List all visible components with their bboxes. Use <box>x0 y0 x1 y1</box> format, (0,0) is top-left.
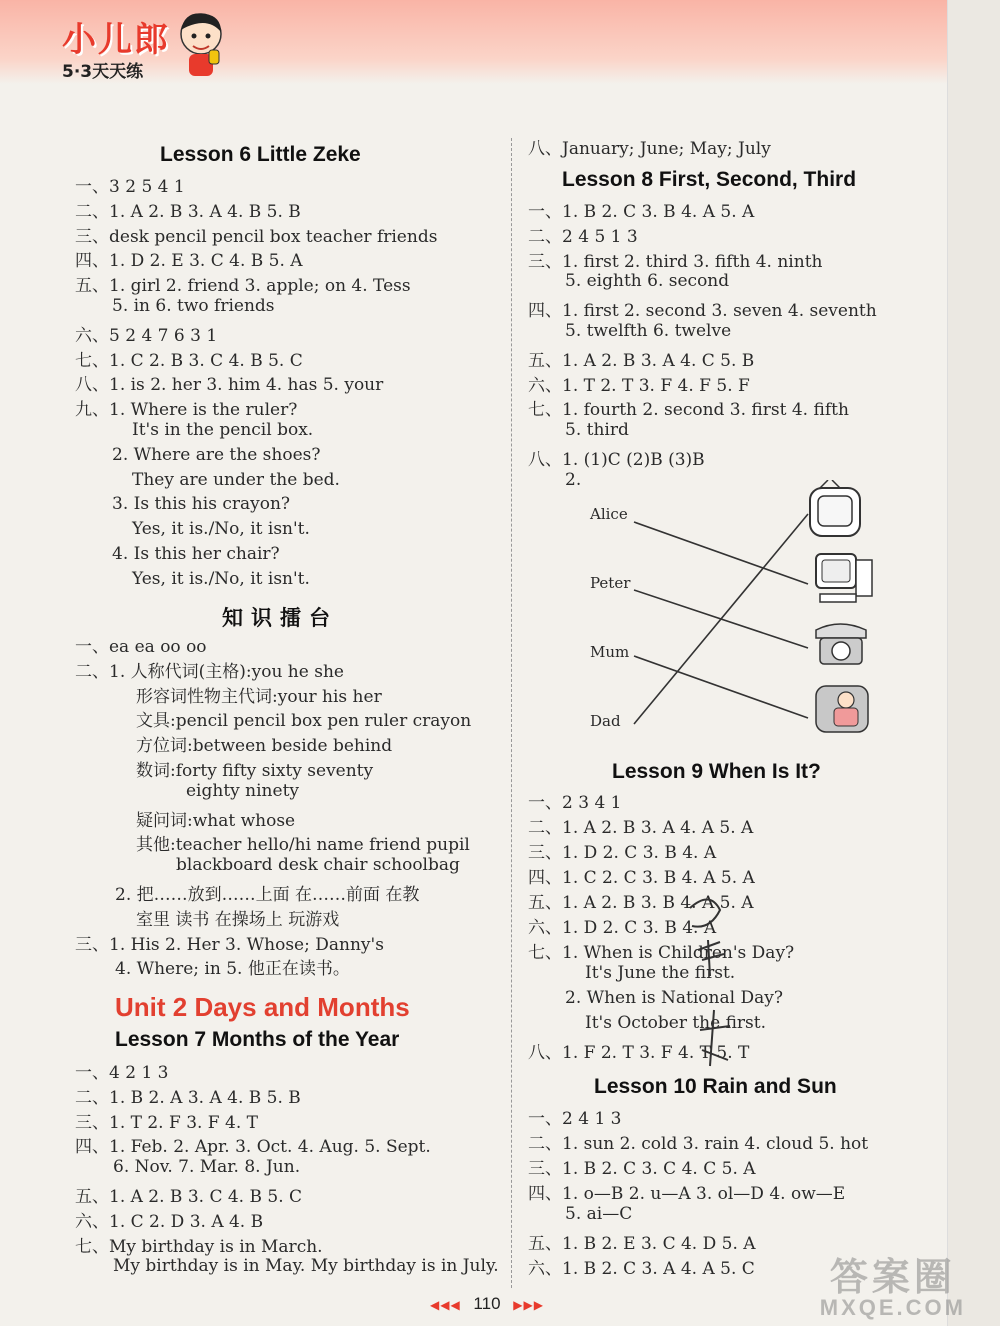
l9-line: 五、1. A 2. B 3. B 4. A 5. A <box>528 893 754 913</box>
l6-line: Yes, it is./No, it isn't. <box>132 519 310 540</box>
l7-line: 五、1. A 2. B 3. C 4. B 5. C <box>75 1187 303 1207</box>
watermark-title: 答案圈 <box>829 1255 956 1299</box>
l10-line: 三、1. B 2. C 3. C 4. C 5. A <box>528 1159 756 1179</box>
l6-line: 四、1. D 2. E 3. C 4. B 5. A <box>75 251 303 272</box>
l9-line: It's June the first. <box>585 963 736 983</box>
kn-line: 室里 读书 在操场上 玩游戏 <box>136 909 340 930</box>
page-edge <box>947 0 1000 1326</box>
l7-line: 六、1. C 2. D 3. A 4. B <box>75 1211 264 1232</box>
lesson7-title: Lesson 7 Months of the Year <box>115 1028 400 1051</box>
page-footer <box>430 1294 544 1314</box>
handwriting-scribble <box>680 890 760 1090</box>
l6-line: 九、1. Where is the ruler? <box>75 400 298 421</box>
l9-line: 七、1. When is Children's Day? <box>528 943 795 963</box>
l6-line: It's in the pencil box. <box>132 420 314 440</box>
l8-line: 5. twelfth 6. twelve <box>565 321 732 341</box>
l6-line: 二、1. A 2. B 3. A 4. B 5. B <box>75 201 301 222</box>
kn-line: 其他:teacher hello/hi name friend pupil <box>136 835 470 856</box>
unit2-title: Unit 2 Days and Months <box>115 992 410 1022</box>
l8-line: 三、1. first 2. third 3. fifth 4. ninth <box>528 251 823 272</box>
l8-line: 5. third <box>565 420 629 441</box>
l9-line: 四、1. C 2. C 3. B 4. A 5. A <box>528 868 755 888</box>
l6-line: 4. Is this her chair? <box>112 544 280 564</box>
watermark <box>820 1246 966 1321</box>
column-divider <box>511 138 512 1288</box>
l9-line: 三、1. D 2. C 3. B 4. A <box>528 843 717 863</box>
l6-line: They are under the bed. <box>132 469 340 490</box>
kn-line: 数词:forty fifty sixty seventy <box>136 761 374 781</box>
match-name-mum: Mum <box>590 643 630 661</box>
page-number: 110 <box>473 1294 501 1313</box>
kn-line: 2. 把……放到……上面 在……前面 在教 <box>115 885 420 905</box>
lesson6-title: Lesson 6 Little Zeke <box>160 143 361 166</box>
l10-line: 四、1. o—B 2. u—A 3. ol—D 4. ow—E <box>528 1184 846 1204</box>
kn-line: 三、1. His 2. Her 3. Whose; Danny's <box>75 934 384 955</box>
l7-line: 6. Nov. 7. Mar. 8. Jun. <box>113 1157 301 1178</box>
telephone-icon <box>816 624 866 664</box>
match-line-alice <box>634 522 808 584</box>
l6-line: 八、1. is 2. her 3. him 4. has 5. your <box>75 375 384 396</box>
match-line-mum <box>634 656 808 718</box>
l9-line: 二、1. A 2. B 3. A 4. A 5. A <box>528 818 754 838</box>
l9-line: It's October the first. <box>585 1013 767 1033</box>
armchair-icon <box>816 686 868 732</box>
kn-line: 一、ea ea oo oo <box>75 637 207 657</box>
l7-line: 三、1. T 2. F 3. F 4. T <box>75 1112 258 1133</box>
l8-line: 5. eighth 6. second <box>565 271 730 292</box>
l9-line: 八、1. F 2. T 3. F 4. T 5. T <box>528 1043 750 1063</box>
logo-subtitle: 5·3天天练 <box>62 62 144 82</box>
l6-line: 七、1. C 2. B 3. C 4. B 5. C <box>75 350 303 371</box>
watermark-url: MXQE.COM <box>819 1295 966 1320</box>
match-name-peter: Peter <box>590 574 631 592</box>
l8-line: 六、1. T 2. T 3. F 4. F 5. F <box>528 375 750 396</box>
kn-line: 方位词:between beside behind <box>136 736 393 757</box>
l6-line: 一、3 2 5 4 1 <box>75 177 185 197</box>
l7-line: My birthday is in May. My birthday is in July. <box>113 1256 499 1277</box>
l9-line: 六、1. D 2. C 3. B 4. A <box>528 918 717 938</box>
kn-line: 形容词性物主代词:your his her <box>136 686 382 707</box>
l10-line: 六、1. B 2. C 3. A 4. A 5. C <box>528 1259 755 1279</box>
l8-line: 二、2 4 5 1 3 <box>528 226 638 247</box>
l6-line: 2. Where are the shoes? <box>112 444 321 465</box>
l7-line: 七、My birthday is in March. <box>75 1236 323 1257</box>
lesson9-title: Lesson 9 When Is It? <box>612 760 821 783</box>
tv-icon <box>810 480 860 536</box>
kn-line: eighty ninety <box>186 780 299 801</box>
computer-icon <box>816 554 872 602</box>
match-name-alice: Alice <box>590 505 628 523</box>
l6-line: 五、1. girl 2. friend 3. apple; on 4. Tess <box>75 276 411 297</box>
brand-logo <box>62 12 170 82</box>
lesson8-title: Lesson 8 First, Second, Third <box>562 168 857 191</box>
l10-line: 二、1. sun 2. cold 3. rain 4. cloud 5. hot <box>528 1134 869 1154</box>
l10-line: 5. ai—C <box>565 1204 633 1224</box>
kn-line: blackboard desk chair schoolbag <box>176 855 460 876</box>
l8-line: 八、1. (1)C (2)B (3)B <box>528 450 705 470</box>
matching-diagram <box>620 480 890 750</box>
kn-line: 二、1. 人称代词(主格):you he she <box>75 661 344 682</box>
l6-line: 3. Is this his crayon? <box>112 494 291 515</box>
knowledge-title: 知识擂台 <box>222 606 338 630</box>
l10-line: 一、2 4 1 3 <box>528 1109 622 1129</box>
l7-line: 二、1. B 2. A 3. A 4. B 5. B <box>75 1087 301 1108</box>
kn-line: 4. Where; in 5. 他正在读书。 <box>115 959 350 980</box>
l8-line: 五、1. A 2. B 3. A 4. C 5. B <box>528 350 755 371</box>
l10-line: 五、1. B 2. E 3. C 4. D 5. A <box>528 1234 756 1254</box>
prev-arrows-icon: ◀◀◀ <box>430 1298 461 1312</box>
l8-line: 2. <box>565 469 582 490</box>
match-name-dad: Dad <box>590 712 621 730</box>
logo-title: 小儿郎 <box>62 20 170 60</box>
l8-line: 七、1. fourth 2. second 3. first 4. fifth <box>528 400 849 421</box>
mascot-icon <box>175 8 227 78</box>
l6-line: 5. in 6. two friends <box>112 296 275 316</box>
l7-line: 一、4 2 1 3 <box>75 1063 169 1083</box>
next-arrows-icon: ▶▶▶ <box>513 1298 544 1312</box>
match-line-dad <box>634 514 808 724</box>
l9-line: 一、2 3 4 1 <box>528 793 622 813</box>
lesson10-title: Lesson 10 Rain and Sun <box>594 1075 837 1098</box>
kn-line: 疑问词:what whose <box>136 810 296 831</box>
lesson5-tail-line: 八、January; June; May; July <box>528 139 771 159</box>
l8-line: 四、1. first 2. second 3. seven 4. seventh <box>528 301 877 322</box>
l6-line: 三、desk pencil pencil box teacher friends <box>75 226 438 247</box>
l7-line: 四、1. Feb. 2. Apr. 3. Oct. 4. Aug. 5. Sept. <box>75 1137 431 1158</box>
kn-line: 文具:pencil pencil box pen ruler crayon <box>136 711 472 732</box>
l8-line: 一、1. B 2. C 3. B 4. A 5. A <box>528 202 755 222</box>
l6-line: Yes, it is./No, it isn't. <box>132 568 310 589</box>
l6-line: 六、5 2 4 7 6 3 1 <box>75 325 218 346</box>
l9-line: 2. When is National Day? <box>565 988 783 1008</box>
